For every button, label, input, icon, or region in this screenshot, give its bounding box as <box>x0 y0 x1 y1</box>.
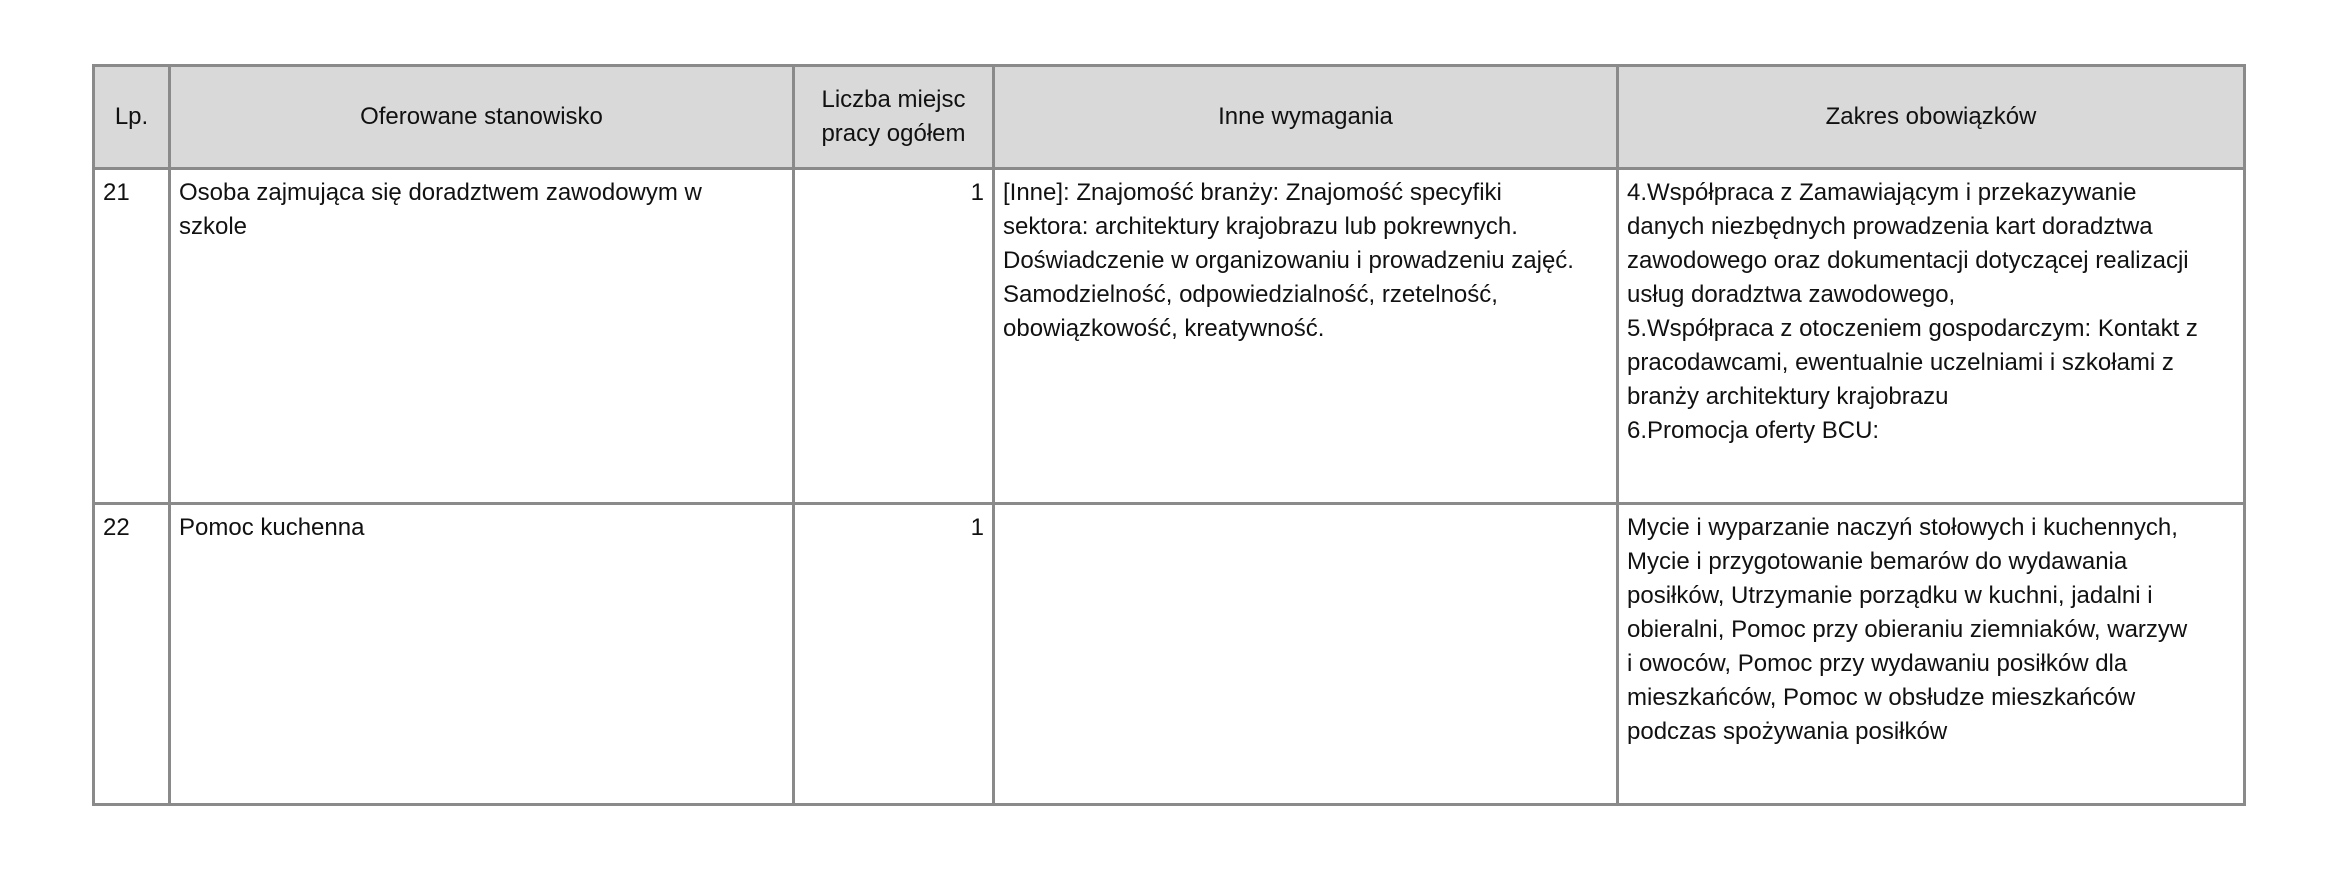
cell-requirements <box>994 504 1618 805</box>
cell-lp: 22 <box>94 504 170 805</box>
cell-position: Pomoc kuchenna <box>170 504 794 805</box>
job-offers-table <box>92 64 2246 806</box>
cell-position: Osoba zajmująca się doradztwem zawodowym w szkole <box>170 169 794 504</box>
header-requirements: Inne wymagania <box>994 66 1618 169</box>
cell-count: 1 <box>794 169 994 504</box>
cell-count: 1 <box>794 504 994 805</box>
table-row <box>94 504 2245 805</box>
table-row <box>94 169 2245 504</box>
header-duties: Zakres obowiązków <box>1618 66 2245 169</box>
cell-requirements: [Inne]: Znajomość branży: Znajomość specyfiki sektora: architektury krajobrazu lub pokrewnych. Doświadczenie w organizowaniu i prowadzeniu zajęć. Samodzielność, odpowiedzialność, rzetelność, obowiązkowość, kreatywność. <box>994 169 1618 504</box>
header-lp: Lp. <box>94 66 170 169</box>
header-count: Liczba miejsc pracy ogółem <box>794 66 994 169</box>
cell-lp: 21 <box>94 169 170 504</box>
cell-duties: 4.Współpraca z Zamawiającym i przekazywanie danych niezbędnych prowadzenia kart doradztwa zawodowego oraz dokumentacji dotyczącej realizacji usług doradztwa zawodowego, 5.Współpraca z otoczeniem gospodarczym: Kontakt z pracodawcami, ewentualnie uczelniami i szkołami z branży architektury krajobrazu 6.Promocja oferty BCU: <box>1618 169 2245 504</box>
table-header-row <box>94 66 2245 169</box>
cell-duties: Mycie i wyparzanie naczyń stołowych i kuchennych, Mycie i przygotowanie bemarów do wydawania posiłków, Utrzymanie porządku w kuchni, jadalni i obieralni, Pomoc przy obieraniu ziemniaków, warzyw i owoców, Pomoc przy wydawaniu posiłków dla mieszkańców, Pomoc w obsłudze mieszkańców podczas spożywania posiłków <box>1618 504 2245 805</box>
header-position: Oferowane stanowisko <box>170 66 794 169</box>
